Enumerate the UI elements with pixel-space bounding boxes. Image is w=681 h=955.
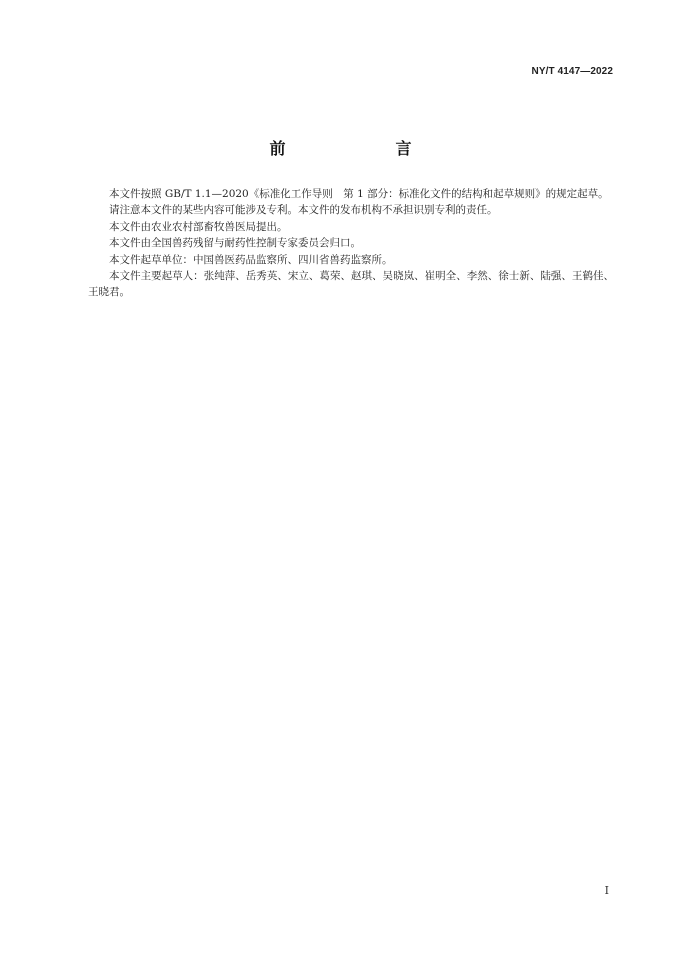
paragraph-drafting-rules: 本文件按照 GB/T 1.1—2020《标准化工作导则 第 1 部分：标准化文件的结构和起草规则》的规定起草。 <box>109 188 609 200</box>
standard-code: NY/T 4147—2022 <box>531 66 613 77</box>
paragraph-patent-notice: 请注意本文件的某些内容可能涉及专利。本文件的发布机构不承担识别专利的责任。 <box>109 204 498 217</box>
paragraph-drafters: 本文件主要起草人：张纯萍、岳秀英、宋立、葛荣、赵琪、吴晓岚、崔明全、李然、徐士新、陆强、王鹤佳、王晓君。 <box>88 270 614 299</box>
paragraph-centralized-by: 本文件由全国兽药残留与耐药性控制专家委员会归口。 <box>109 237 361 250</box>
page-title: 前 言 <box>269 139 438 158</box>
foreword-body <box>88 186 614 301</box>
paragraph-proposer: 本文件由农业农村部畜牧兽医局提出。 <box>109 220 288 233</box>
page-number: I <box>604 884 609 897</box>
paragraph-drafting-units: 本文件起草单位：中国兽医药品监察所、四川省兽药监察所。 <box>109 253 393 266</box>
